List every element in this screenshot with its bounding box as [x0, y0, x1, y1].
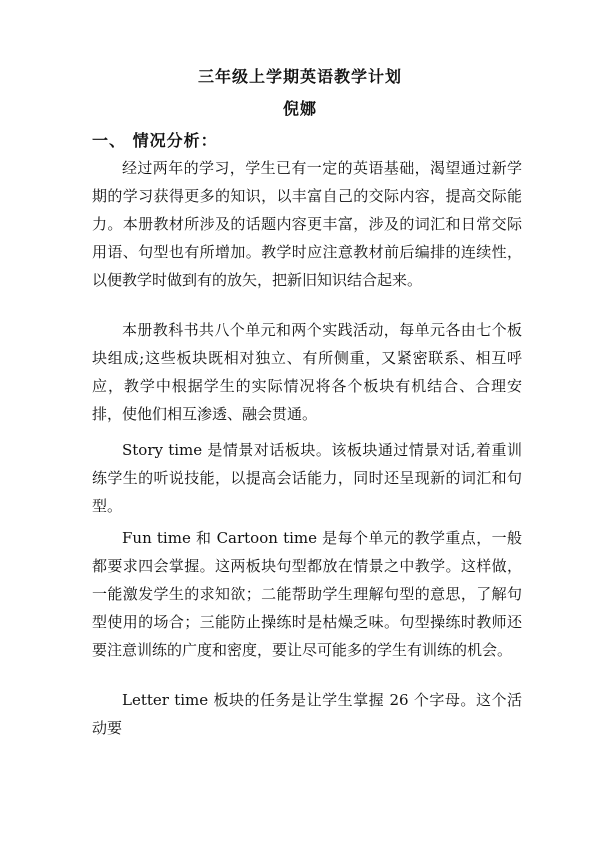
document-author: 倪娜: [282, 99, 317, 118]
section-heading: 一、 情况分析：: [92, 131, 218, 150]
paragraph-letter-time: Letter time 板块的任务是让学生掌握 26 个字母。这个活动要: [92, 691, 522, 737]
paragraph-textbook-structure: 本册教科书共八个单元和两个实践活动，每单元各由七个板块组成;这些板块既相对独立、有所侧重，又紧密联系、相互呼应，教学中根据学生的实际情况将各个板块有机结合、合理安排，使他们相互渗透、融会贯通。: [92, 321, 522, 423]
paragraph-situation: 经过两年的学习，学生已有一定的英语基础，渴望通过新学期的学习获得更多的知识，以丰富自己的交际内容，提高交际能力。本册教材所涉及的话题内容更丰富，涉及的词汇和日常交际用语、句型也有所增加。教学时应注意教材前后编排的连续性，以便教学时做到有的放矢，把新旧知识结合起来。: [92, 159, 522, 289]
paragraph-fun-cartoon-time: Fun time 和 Cartoon time 是每个单元的教学重点，一般都要求四会掌握。这两板块句型都放在情景之中教学。这样做，一能激发学生的求知欲；二能帮助学生理解句型的意思，了解句型使用的场合；三能防止操练时是枯燥乏味。句型操练时教师还要注意训练的广度和密度，要让尽可能多的学生有训练的机会。: [92, 529, 522, 659]
paragraph-story-time: Story time 是情景对话板块。该板块通过情景对话,着重训练学生的听说技能，以提高会话能力，同时还呈现新的词汇和句型。: [92, 441, 522, 515]
document-title: 三年级上学期英语教学计划: [197, 67, 402, 86]
